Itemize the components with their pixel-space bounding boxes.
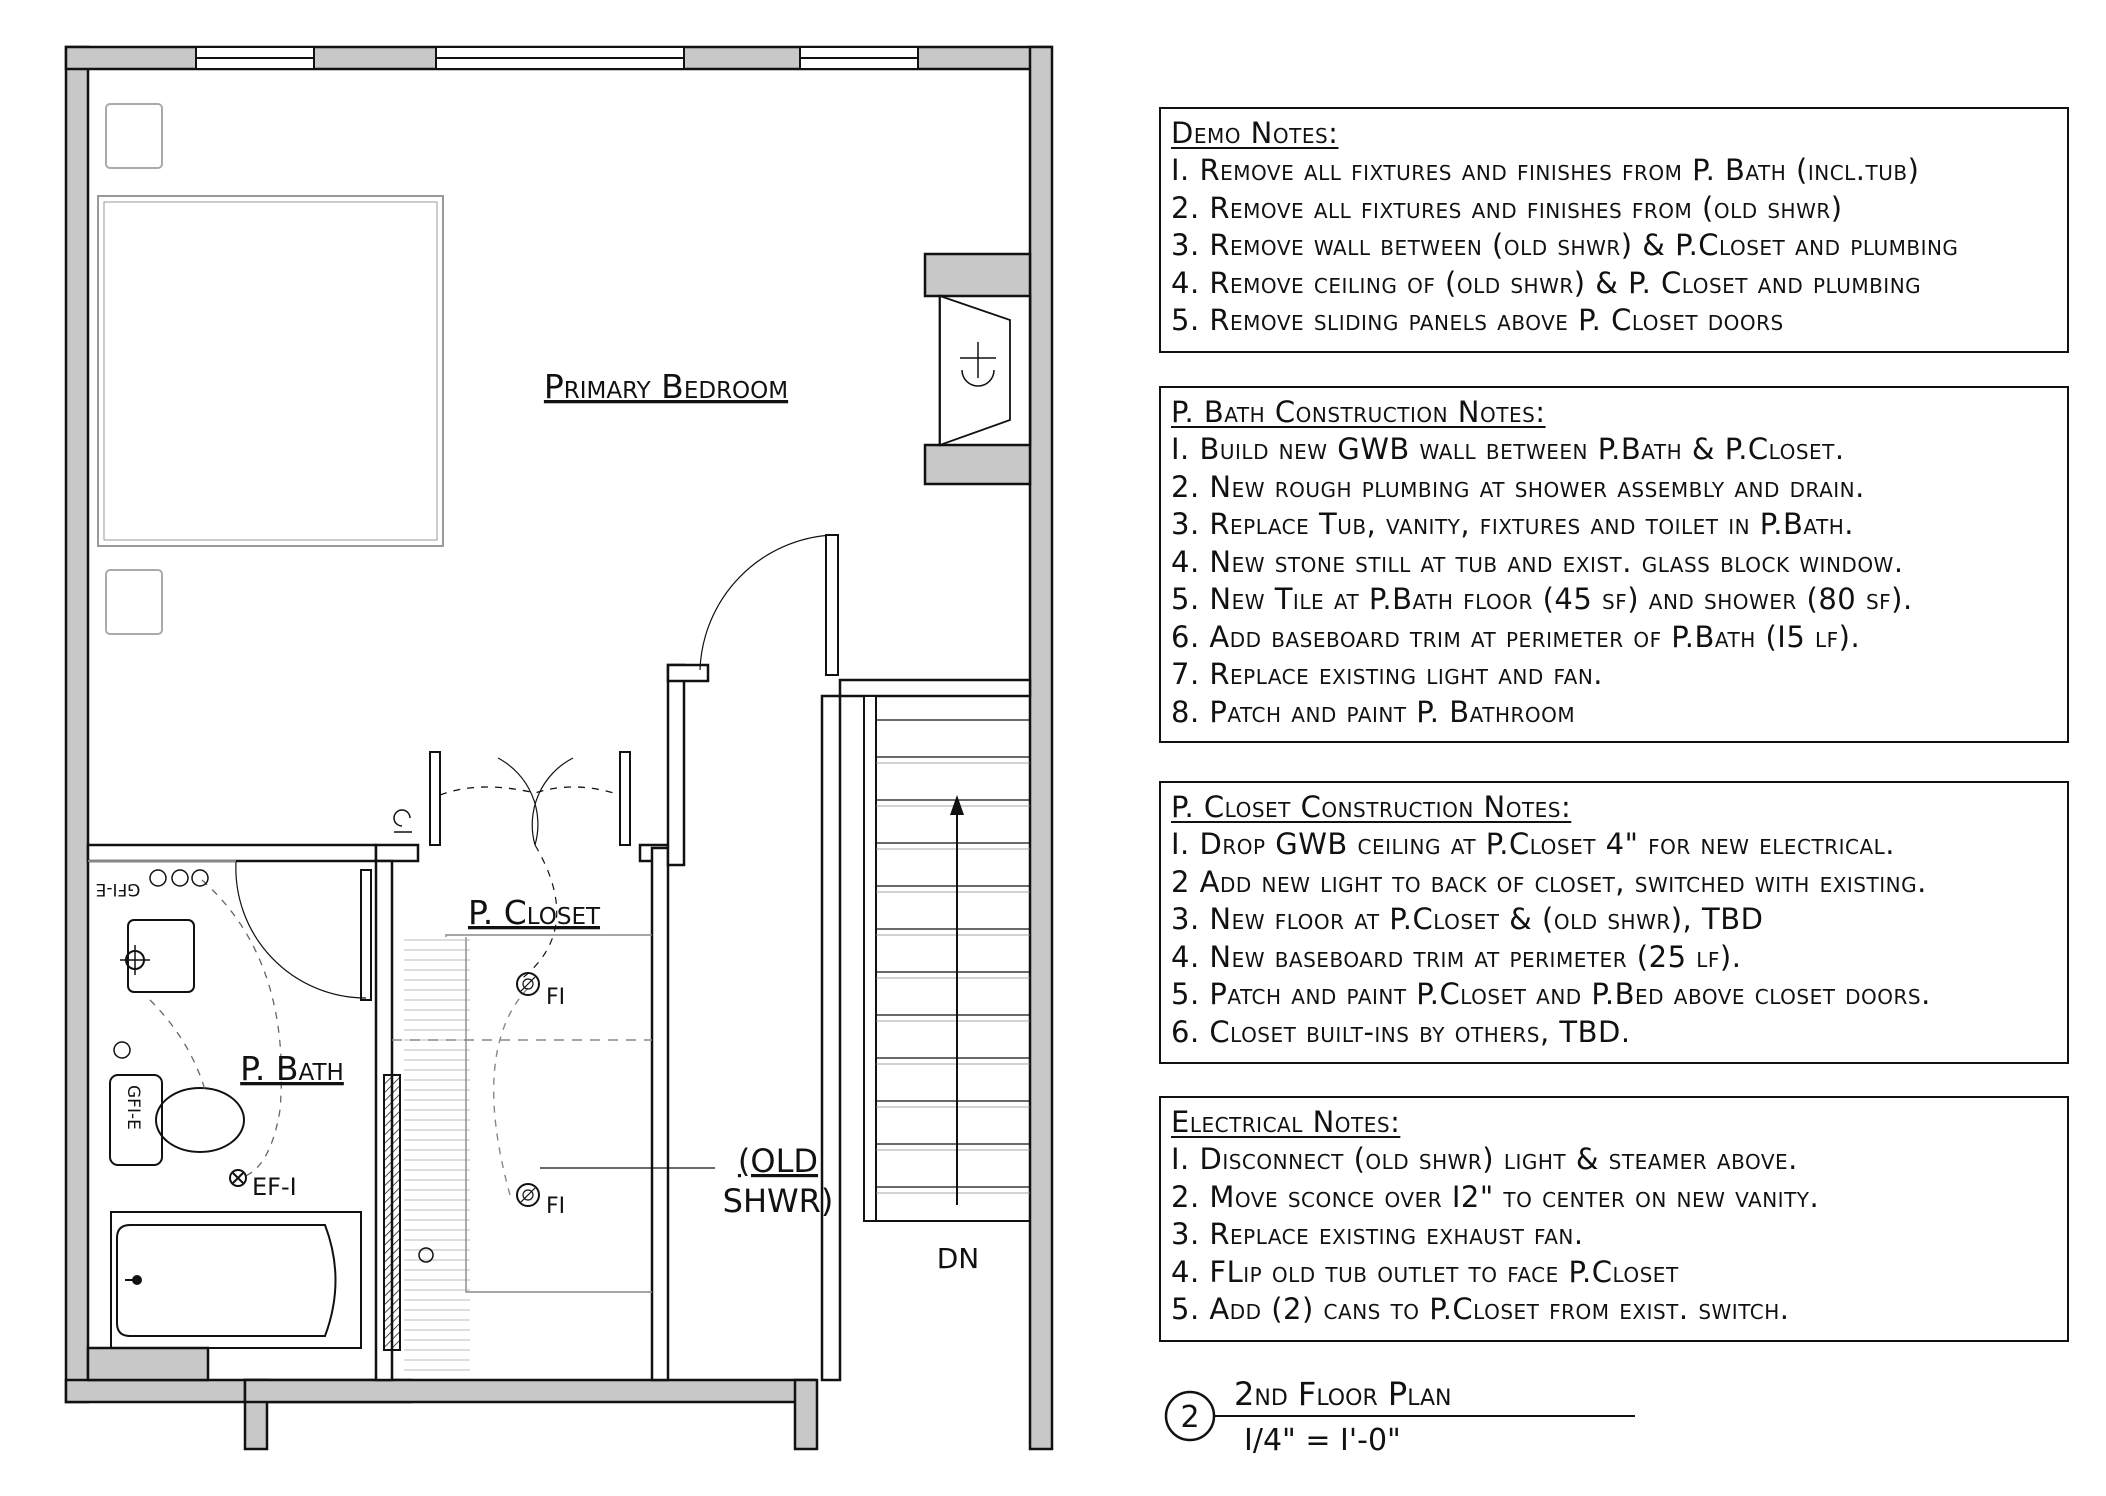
drawing-title: 2nd Floor Plan bbox=[1234, 1375, 1452, 1413]
note-item: 5. Remove sliding panels above P. Closet doors bbox=[1171, 303, 1784, 337]
nightstands bbox=[106, 104, 162, 634]
fixture-tag-gfi-side: GFI-E bbox=[123, 1085, 143, 1130]
hatched-wall-segment bbox=[384, 1075, 400, 1350]
room-label-p-closet: P. Closet bbox=[467, 893, 601, 932]
wall-bath-west-bottom bbox=[88, 1348, 208, 1380]
fixture-tag-fi-2: FI bbox=[546, 1194, 566, 1219]
note-item: 3. New floor at P.Closet & (old shwr), TBD bbox=[1171, 902, 1764, 936]
room-label-old-shwr-2: SHWR) bbox=[722, 1182, 834, 1220]
wall-south-end bbox=[795, 1380, 817, 1449]
note-item: 5. New Tile at P.Bath floor (45 sf) and shower (80 sf). bbox=[1171, 582, 1913, 616]
ceiling-light-icon-2 bbox=[517, 1184, 539, 1206]
notes-heading: Electrical Notes: bbox=[1171, 1105, 1401, 1139]
drawing-scale: I/4" = I'-0" bbox=[1244, 1423, 1401, 1458]
wall-south-right bbox=[245, 1380, 815, 1402]
note-item: 8. Patch and paint P. Bathroom bbox=[1171, 694, 1576, 729]
note-item: I. Disconnect (old shwr) light & steamer above. bbox=[1171, 1142, 1798, 1176]
switch-icon bbox=[394, 810, 412, 832]
room-label-p-bath: P. Bath bbox=[240, 1049, 344, 1088]
note-item: I. Remove all fixtures and finishes from P. Bath (incl.tub) bbox=[1171, 153, 1920, 187]
note-item: 3. Replace Tub, vanity, fixtures and toilet in P.Bath. bbox=[1171, 507, 1854, 541]
note-item: I. Build new GWB wall between P.Bath & P.Closet. bbox=[1171, 432, 1845, 466]
notes-heading: Demo Notes: bbox=[1171, 116, 1339, 150]
exhaust-fan-icon bbox=[230, 1170, 246, 1186]
fixture-tag-ef: EF-I bbox=[252, 1173, 297, 1201]
note-item: 4. FLip old tub outlet to face P.Closet bbox=[1171, 1254, 1679, 1289]
note-item: 6. Closet built-ins by others, TBD. bbox=[1171, 1014, 1631, 1049]
bath-construction-notes-box bbox=[1159, 386, 2069, 743]
bath-dashed-wiring bbox=[150, 880, 281, 1178]
interior-walls bbox=[88, 665, 1030, 1380]
north-windows bbox=[196, 47, 918, 69]
note-item: 4. New baseboard trim at perimeter (25 lf). bbox=[1171, 939, 1742, 974]
fireplace bbox=[925, 254, 1030, 484]
note-item: 5. Patch and paint P.Closet and P.Bed above closet doors. bbox=[1171, 977, 1931, 1011]
fixture-tag-fi: FI bbox=[546, 985, 566, 1010]
electrical-notes-box bbox=[1159, 1096, 2069, 1342]
demo-notes-box bbox=[1159, 107, 2069, 353]
ceiling-light-icon bbox=[517, 973, 539, 995]
room-label-primary-bedroom: Primary Bedroom bbox=[543, 367, 789, 406]
exterior-walls bbox=[66, 47, 1052, 1449]
doors bbox=[88, 535, 838, 1000]
title-block bbox=[1160, 1370, 1660, 1470]
note-item: 3. Replace existing exhaust fan. bbox=[1171, 1217, 1584, 1251]
note-item: 2. Remove all fixtures and finishes from (old shwr) bbox=[1171, 190, 1843, 225]
bath-vanity bbox=[120, 920, 194, 992]
note-item: 2 Add new light to back of closet, switched with existing. bbox=[1171, 864, 1927, 899]
wall-west bbox=[66, 47, 88, 1402]
stairs bbox=[864, 696, 1030, 1221]
note-item: 4. New stone still at tub and exist. glass block window. bbox=[1171, 544, 1904, 579]
note-item: I. Drop GWB ceiling at P.Closet 4" for new electrical. bbox=[1171, 827, 1896, 861]
note-item: 6. Add baseboard trim at perimeter of P.Bath (I5 lf). bbox=[1171, 619, 1861, 654]
room-label-old-shwr-1: (OLD bbox=[737, 1142, 819, 1180]
notes-heading: P. Bath Construction Notes: bbox=[1171, 395, 1546, 429]
note-item: 4. Remove ceiling of (old shwr) & P. Closet and plumbing bbox=[1171, 265, 1922, 300]
bathtub bbox=[111, 1212, 361, 1348]
note-item: 2. New rough plumbing at shower assembly and drain. bbox=[1171, 469, 1865, 504]
drawing-number: 2 bbox=[1180, 1400, 1200, 1435]
note-item: 2. Move sconce over I2" to center on new vanity. bbox=[1171, 1179, 1820, 1214]
closet-shelving bbox=[404, 940, 470, 1370]
closet-construction-notes-box bbox=[1159, 781, 2069, 1064]
stair-dn-label: DN bbox=[936, 1242, 980, 1275]
note-item: 7. Replace existing light and fan. bbox=[1171, 657, 1604, 691]
notes-heading: P. Closet Construction Notes: bbox=[1171, 790, 1572, 824]
note-item: 3. Remove wall between (old shwr) & P.Closet and plumbing bbox=[1171, 228, 1959, 262]
bed bbox=[98, 196, 443, 546]
note-item: 5. Add (2) cans to P.Closet from exist. switch. bbox=[1171, 1292, 1790, 1326]
fixture-tag-gfi: GFI-E bbox=[95, 879, 141, 899]
wall-east bbox=[1030, 47, 1052, 1449]
